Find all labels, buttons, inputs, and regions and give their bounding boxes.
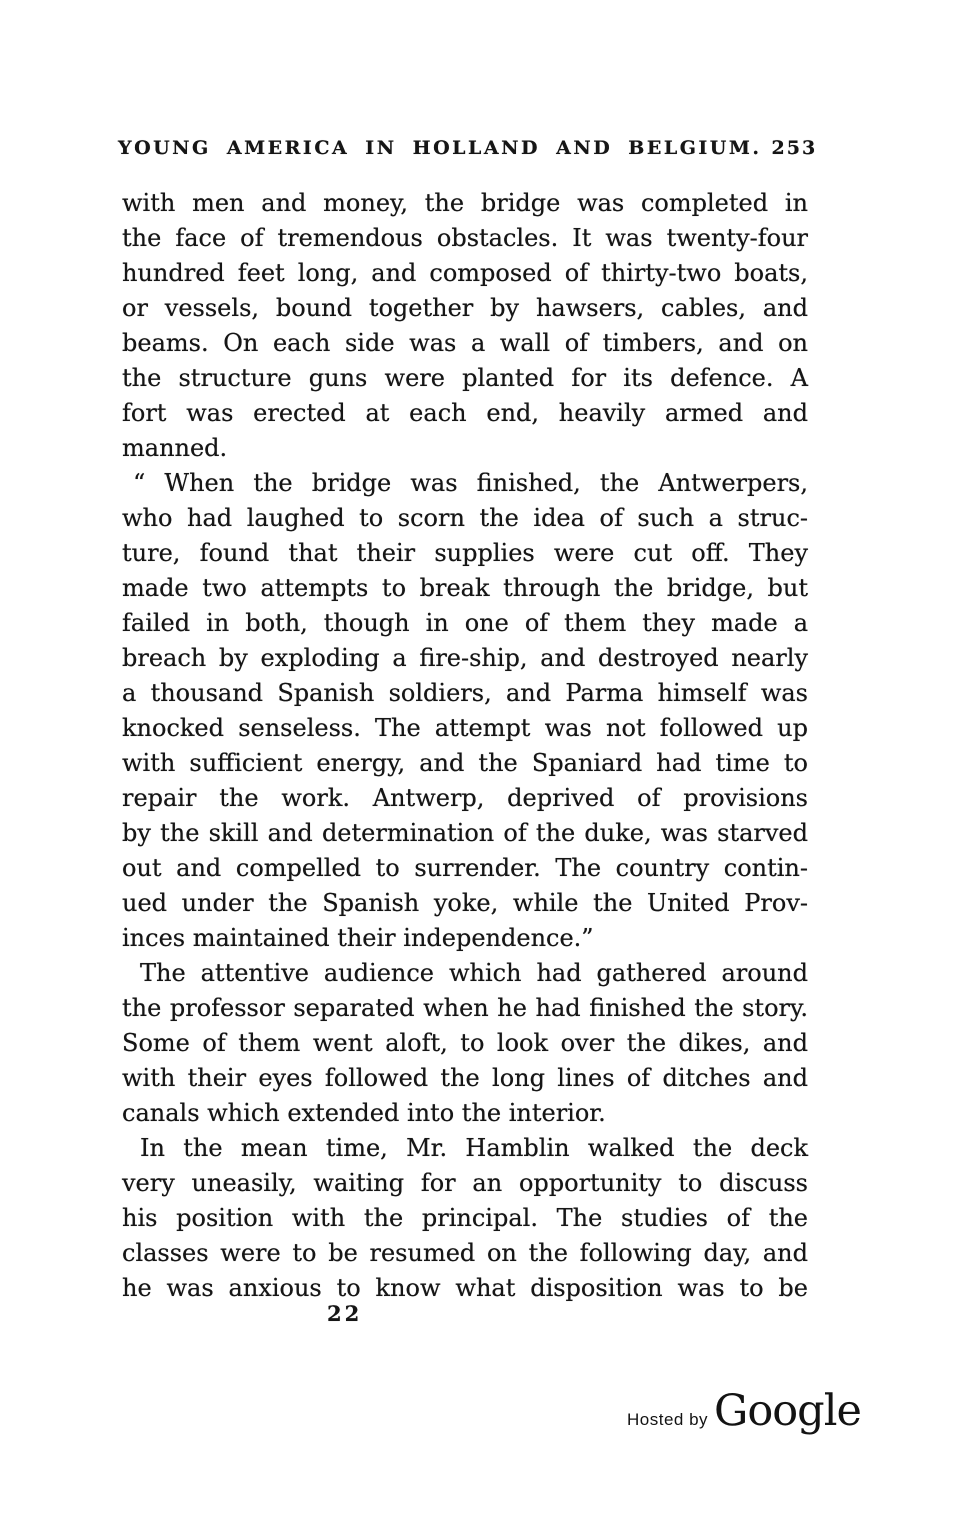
text-line: with their eyes followed the long lines of ditches and — [122, 1064, 808, 1092]
text-line: The attentive audience which had gathered around — [140, 959, 808, 987]
text-line: breach by exploding a fire-ship, and destroyed nearly — [122, 644, 808, 672]
text-line: very uneasily, waiting for an opportunity to discuss — [122, 1169, 808, 1197]
text-line: the face of tremendous obstacles. It was twenty-four — [122, 224, 808, 252]
text-line: In the mean time, Mr. Hamblin walked the deck — [140, 1134, 808, 1162]
text-line: his position with the principal. The studies of the — [122, 1204, 808, 1232]
text-line: with sufficient energy, and the Spaniard had time to — [122, 749, 808, 777]
text-line: he was anxious to know what disposition was to be — [122, 1274, 808, 1302]
text-line: made two attempts to break through the bridge, but — [122, 574, 808, 602]
text-line: ture, found that their supplies were cut off. They — [122, 539, 808, 567]
text-line: repair the work. Antwerp, deprived of provisions — [122, 784, 808, 812]
text-line: manned. — [122, 434, 228, 462]
text-line: classes were to be resumed on the following day, and — [122, 1239, 808, 1267]
text-line: by the skill and determination of the duke, was starved — [122, 819, 808, 847]
text-line: the professor separated when he had finished the story. — [122, 994, 808, 1022]
google-watermark — [627, 1386, 861, 1436]
text-line: beams. On each side was a wall of timbers, and on — [122, 329, 808, 357]
text-line: inces maintained their independence.” — [122, 924, 594, 952]
body-text — [122, 186, 808, 1306]
google-logo: Google — [714, 1386, 861, 1436]
text-line: “ When the bridge was finished, the Antwerpers, — [133, 469, 808, 497]
text-line: fort was erected at each end, heavily armed and — [122, 399, 808, 427]
text-line: or vessels, bound together by hawsers, cables, and — [122, 294, 808, 322]
text-line: canals which extended into the interior. — [122, 1099, 606, 1127]
text-line: a thousand Spanish soldiers, and Parma himself was — [122, 679, 808, 707]
text-line: failed in both, though in one of them they made a — [122, 609, 808, 637]
running-head-title: YOUNG AMERICA IN HOLLAND AND BELGIUM. — [118, 137, 762, 159]
text-line: with men and money, the bridge was completed in — [122, 189, 808, 217]
hosted-by-label: Hosted by — [627, 1410, 709, 1429]
text-line: ued under the Spanish yoke, while the United Prov- — [122, 889, 808, 917]
text-line: the structure guns were planted for its defence. A — [122, 364, 808, 392]
text-line: who had laughed to scorn the idea of such a struc- — [122, 504, 808, 532]
text-line: Some of them went aloft, to look over the dikes, and — [122, 1029, 808, 1057]
text-line: out and compelled to surrender. The country contin- — [122, 854, 808, 882]
page-number: 253 — [771, 137, 818, 159]
text-line: hundred feet long, and composed of thirty-two boats, — [122, 259, 808, 287]
text-line: knocked senseless. The attempt was not followed up — [122, 714, 808, 742]
signature-mark: 22 — [327, 1301, 363, 1326]
running-head — [118, 137, 818, 159]
